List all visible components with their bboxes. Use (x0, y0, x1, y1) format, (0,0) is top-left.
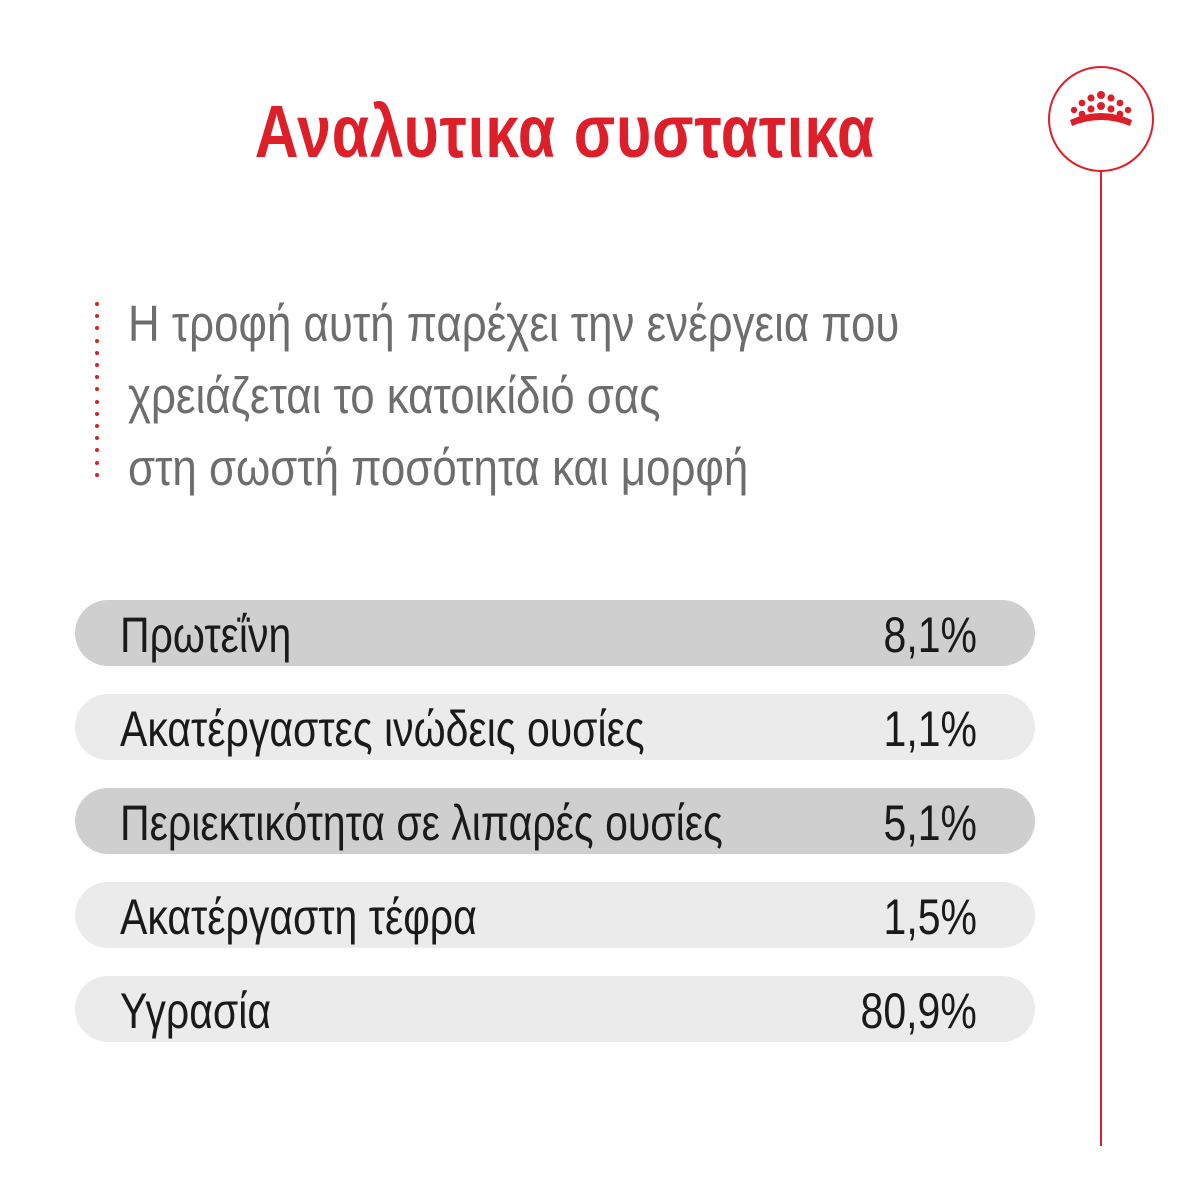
divider-dot (95, 314, 99, 318)
description-line: Η τροφή αυτή παρέχει την ενέργεια που (128, 295, 900, 352)
nutrient-row-fat (75, 788, 1035, 854)
divider-dot (95, 351, 99, 355)
divider-dot (95, 375, 99, 379)
divider-dot (95, 473, 99, 477)
divider-dot (95, 400, 99, 404)
divider-dot (95, 424, 99, 428)
divider-dot (95, 387, 99, 391)
nutrient-name: Ακατέργαστες ινώδεις ουσίες (120, 701, 645, 757)
page-title: Αναλυτικα συστατικα (254, 90, 876, 173)
divider-dot (95, 448, 99, 452)
nutrient-value: 80,9% (860, 983, 977, 1039)
divider-dot (95, 363, 99, 367)
nutrient-value: 1,5% (883, 889, 977, 945)
nutrient-name: Ακατέργαστη τέφρα (120, 889, 477, 945)
divider-dot (95, 412, 99, 416)
nutrient-value: 5,1% (883, 795, 977, 851)
divider-dot (95, 339, 99, 343)
divider-dot (95, 461, 99, 465)
vertical-accent-line (1100, 172, 1102, 1146)
nutrient-name: Πρωτεΐνη (120, 607, 292, 663)
nutrient-name: Περιεκτικότητα σε λιπαρές ουσίες (120, 795, 723, 851)
divider-dot (95, 326, 99, 330)
nutrient-row-fibre (75, 694, 1035, 760)
crown-icon (1064, 90, 1138, 136)
description (128, 288, 1028, 504)
divider-dot (95, 302, 99, 306)
brand-logo (1048, 66, 1154, 172)
nutrient-name: Υγρασία (120, 983, 272, 1039)
nutrient-row-protein (75, 600, 1035, 666)
description-line: στη σωστή ποσότητα και μορφή (128, 439, 749, 496)
nutrient-row-moisture (75, 976, 1035, 1042)
nutrient-value: 1,1% (883, 701, 977, 757)
nutrient-table (75, 600, 1035, 1070)
divider-dot (95, 436, 99, 440)
nutrient-value: 8,1% (883, 607, 977, 663)
dotted-divider (93, 302, 101, 477)
description-line: χρειάζεται το κατοικίδιό σας (128, 367, 661, 424)
nutrient-row-ash (75, 882, 1035, 948)
